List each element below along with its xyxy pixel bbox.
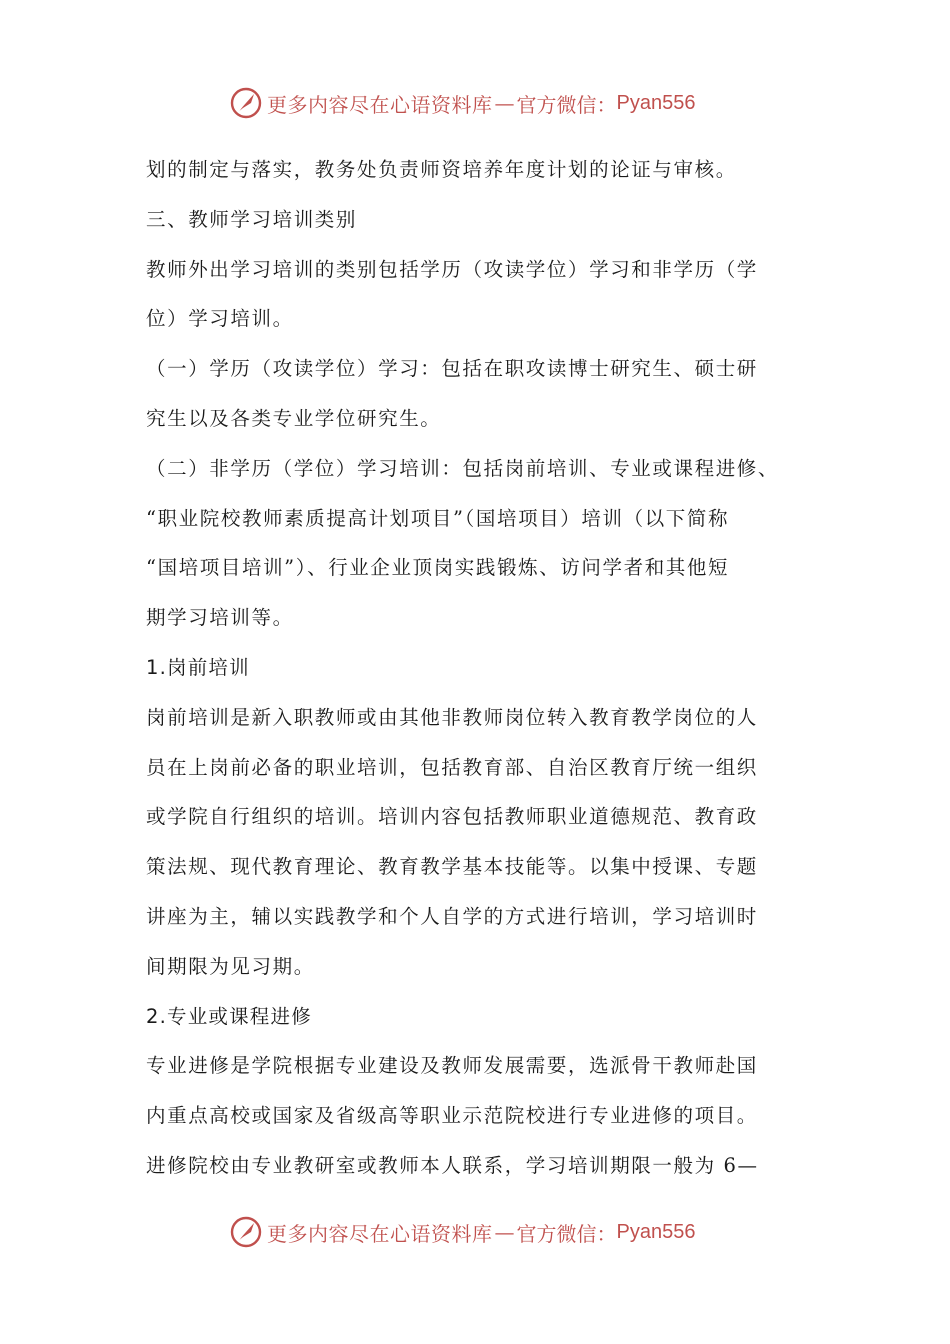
section-heading: 三、教师学习培训类别 [146,207,358,231]
footer-banner [229,1212,695,1252]
paragraph-line: （二）非学历（学位）学习培训：包括岗前培训、专业或课程进修、 [146,456,780,480]
paragraph-line: 讲座为主，辅以实践教学和个人自学的方式进行培训，学习培训时 [146,904,758,928]
banner-wechat-id: Pyan556 [616,1220,696,1243]
banner-official-label: 官方微信： [516,92,617,117]
banner-dash: — [494,1220,515,1244]
paragraph-line: 策法规、现代教育理论、教育教学基本技能等。以集中授课、专题 [146,855,758,879]
paragraph-line: “国培项目培训”）、行业企业顶岗实践锻炼、访问学者和其他短 [146,556,730,580]
paragraph-line: 员在上岗前必备的职业培训，包括教育部、自治区教育厅统一组织 [146,755,758,779]
paragraph-line: （一）学历（攻读学位）学习：包括在职攻读博士研究生、硕士研 [146,357,758,381]
paragraph-line: 内重点高校或国家及省级高等职业示范院校进行专业进修的项目。 [146,1104,758,1128]
paragraph-line: 期学习培训等。 [146,606,294,630]
banner-official-label: 官方微信： [516,1221,617,1246]
paragraph-line: 专业进修是学院根据专业建设及教师发展需要，选派骨干教师赴国 [146,1054,758,1078]
subsection-heading: 1.岗前培训 [146,655,250,679]
header-banner [229,83,695,123]
paragraph-line: 教师外出学习培训的类别包括学历（攻读学位）学习和非学历（学 [146,257,758,281]
paragraph-line: 进修院校由专业教研室或教师本人联系，学习培训期限一般为 6— [146,1153,759,1177]
banner-main-text: 更多内容尽在心语资料库 [267,92,493,117]
banner-main-text: 更多内容尽在心语资料库 [267,1221,493,1246]
subsection-heading: 2.专业或课程进修 [146,1004,312,1028]
document-body [146,145,826,1191]
paragraph-line: “职业院校教师素质提高计划项目”（国培项目）培训（以下简称 [146,506,730,530]
paragraph-line: 间期限为见习期。 [146,954,315,978]
quill-logo-icon [229,86,263,120]
quill-logo-icon [229,1215,263,1249]
paragraph-line: 或学院自行组织的培训。培训内容包括教师职业道德规范、教育政 [146,805,758,829]
paragraph-line: 位）学习培训。 [146,307,294,331]
banner-wechat-id: Pyan556 [616,91,696,114]
paragraph-line: 划的制定与落实，教务处负责师资培养年度计划的论证与审核。 [146,158,737,181]
paragraph-line: 究生以及各类专业学位研究生。 [146,406,442,430]
banner-dash: — [494,91,515,115]
paragraph-line: 岗前培训是新入职教师或由其他非教师岗位转入教育教学岗位的人 [146,705,758,729]
